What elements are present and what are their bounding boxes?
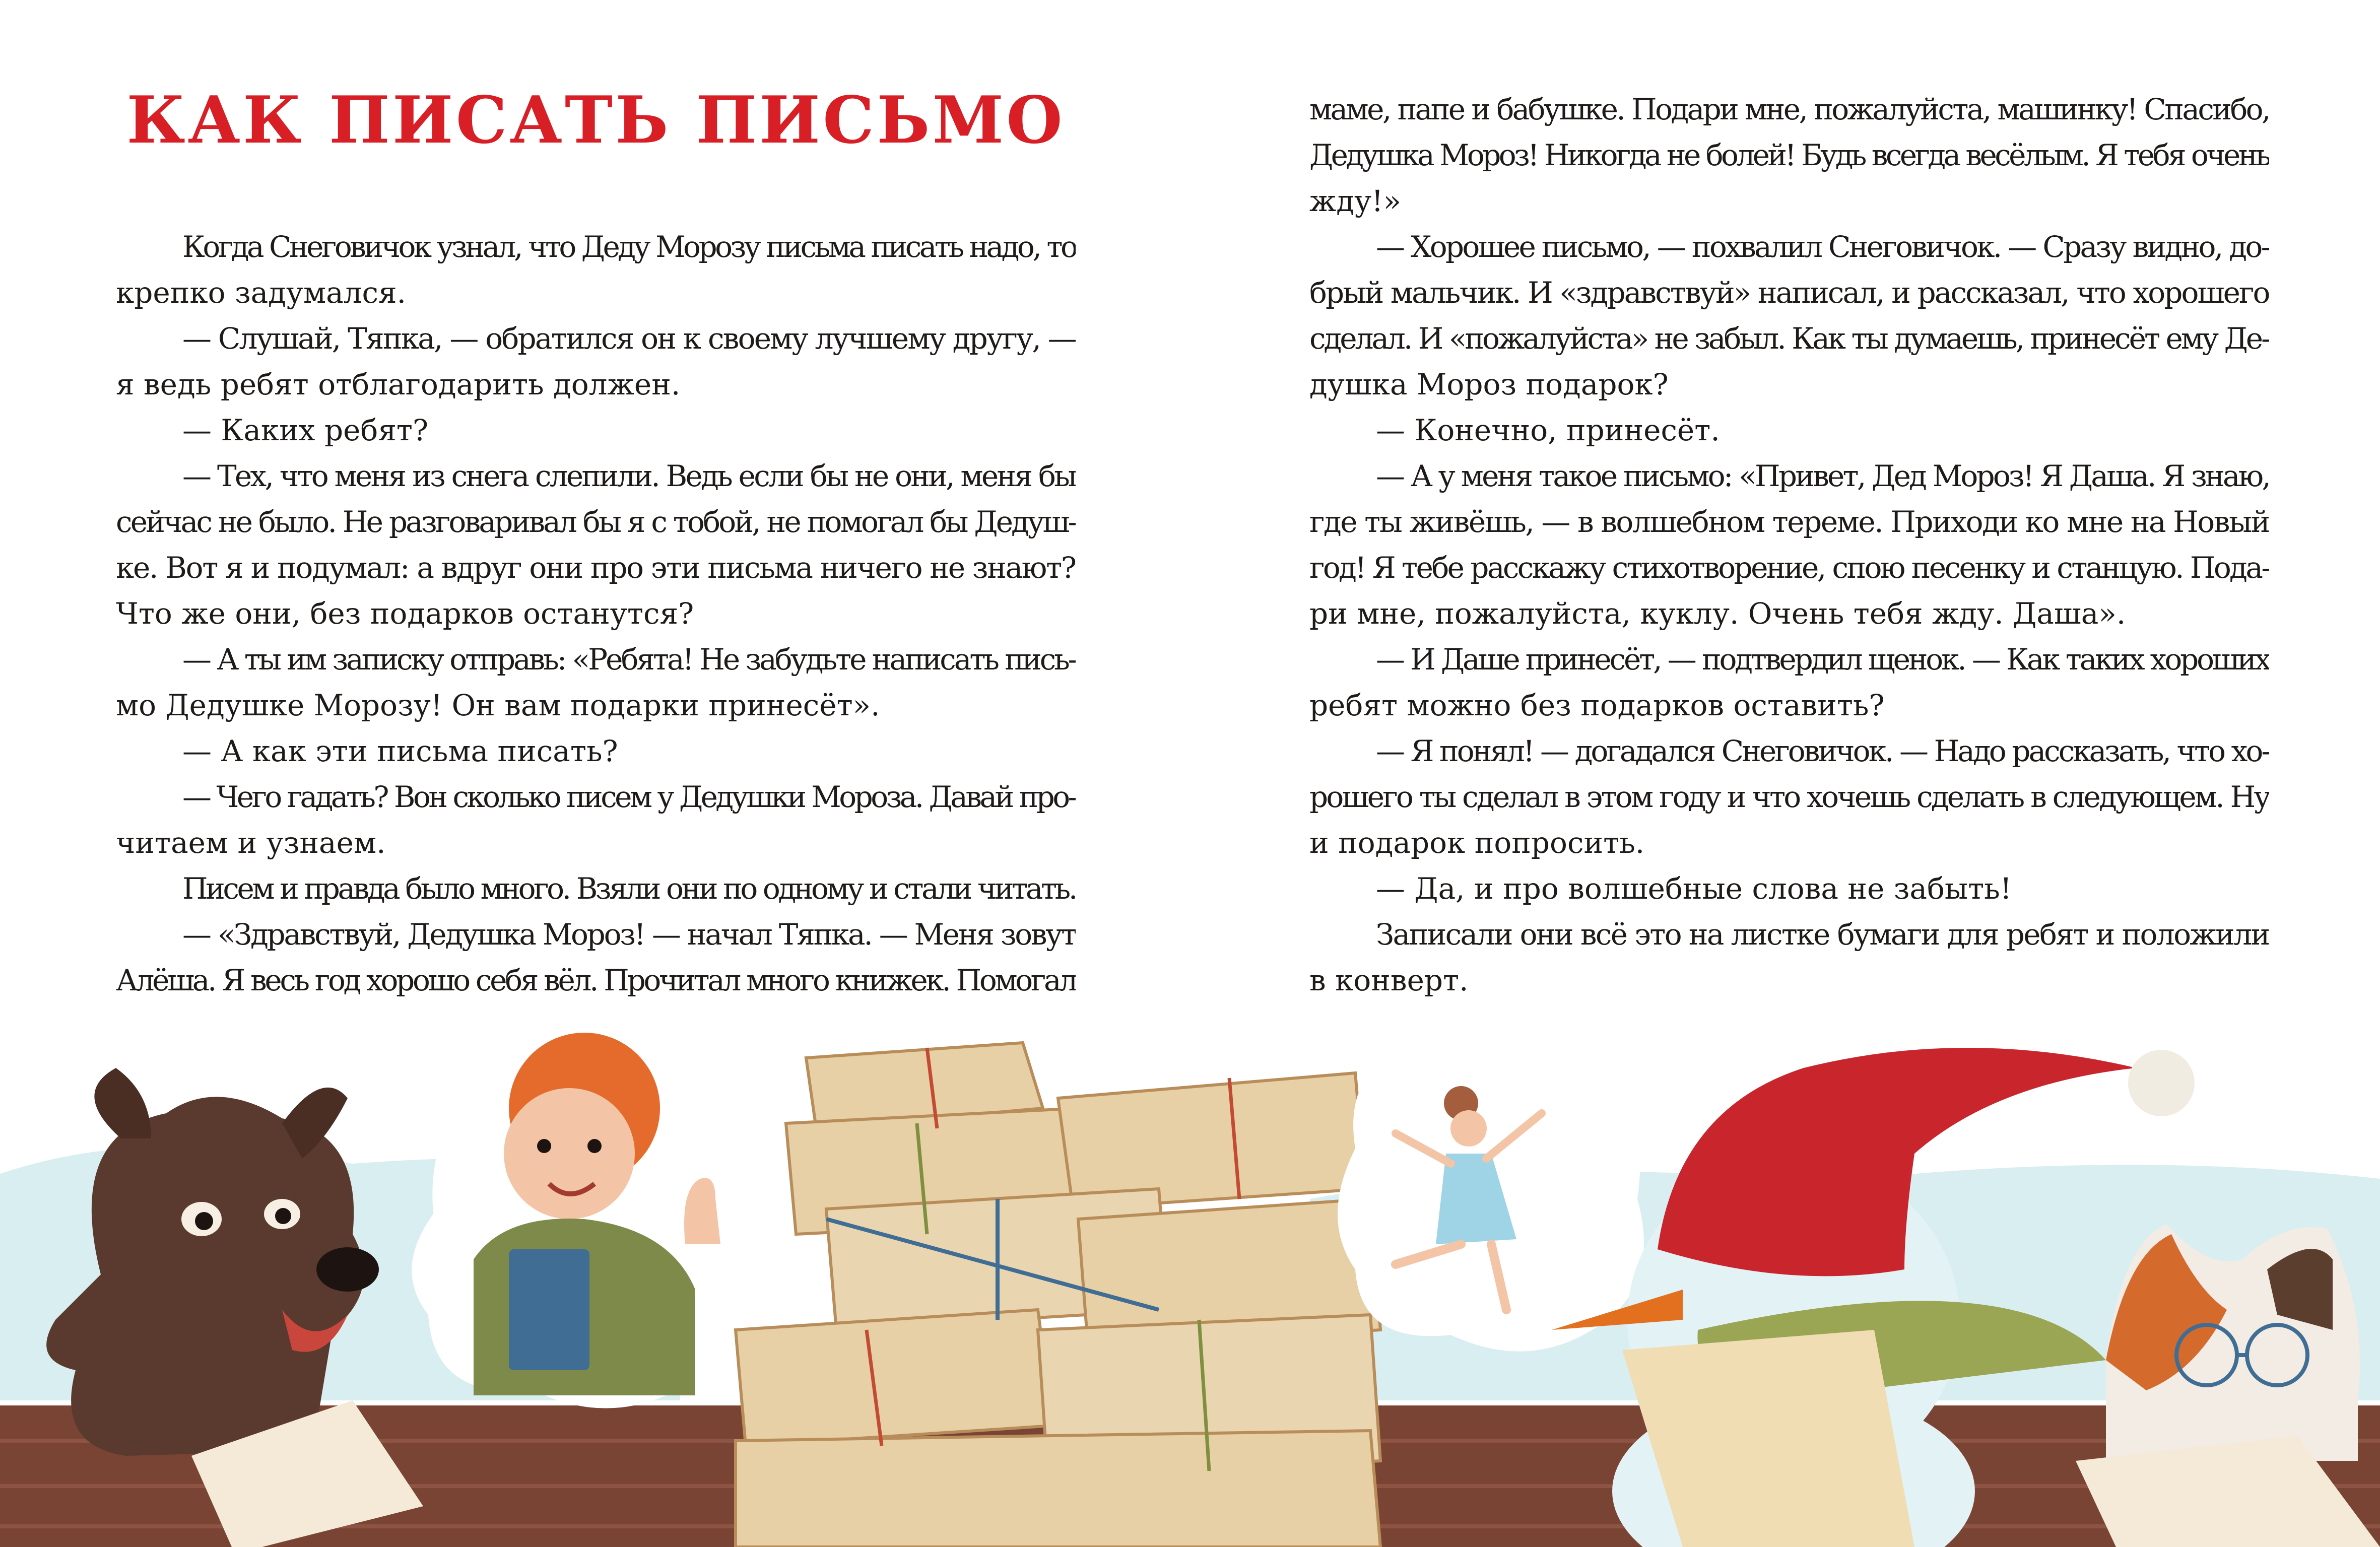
text-line: — И Даше принесёт, — подтвердил щенок. — Как таких хороших	[1376, 642, 2269, 677]
text-line: — А как эти письма писать?	[182, 734, 618, 768]
letters-pile	[736, 1043, 1380, 1547]
text-line: — Конечно, принесёт.	[1376, 413, 1720, 447]
text-line: рошего ты сделал в этом году и что хочешь сделать в следующем. Ну	[1309, 780, 2269, 814]
text-line: — Чего гадать? Вон сколько писем у Дедушки Мороза. Давай про-	[182, 780, 1076, 814]
girl-thought-bubble	[1338, 1026, 1644, 1351]
text-line: крепко задумался.	[116, 276, 407, 310]
text-line: брый мальчик. И «здравствуй» написал, и рассказал, что хорошего	[1309, 276, 2269, 310]
text-line: — А ты им записку отправь: «Ребята! Не забудьте написать пись-	[182, 642, 1076, 677]
text-line: год! Я тебе расскажу стихотворение, спою песенку и станцую. Пода-	[1309, 551, 2269, 585]
text-line: Алёша. Я весь год хорошо себя вёл. Прочитал много книжек. Помогал	[116, 963, 1076, 997]
text-line: — А у меня такое письмо: «Привет, Дед Мороз! Я Даша. Я знаю,	[1376, 459, 2269, 493]
text-line: — Я понял! — догадался Снеговичок. — Надо рассказать, что хо-	[1376, 734, 2269, 768]
text-line: ке. Вот я и подумал: а вдруг они про эти письма ничего не знают?	[116, 551, 1076, 585]
text-line: Дедушка Мороз! Никогда не болей! Будь всегда весёлым. Я тебя очень	[1309, 138, 2269, 172]
page-title: КАК ПИСАТЬ ПИСЬМО	[126, 83, 1065, 158]
text-line: сейчас не было. Не разговаривал бы я с тобой, не помогал бы Дедуш-	[116, 505, 1076, 539]
text-line: где ты живёшь, — в волшебном тереме. Приходи ко мне на Новый	[1309, 505, 2269, 539]
text-line: — Каких ребят?	[182, 413, 429, 447]
text-line: Когда Снеговичок узнал, что Деду Морозу письма писать надо, то	[182, 230, 1076, 264]
text-line: Записали они всё это на листке бумаги для ребят и положили	[1376, 917, 2269, 952]
text-line: — Тех, что меня из снега слепили. Ведь если бы не они, меня бы	[182, 459, 1076, 493]
text-line: жду!»	[1309, 184, 1401, 218]
text-line: в конверт.	[1309, 963, 1469, 997]
text-line: сделал. И «пожалуйста» не забыл. Как ты думаешь, принесёт ему Де-	[1309, 321, 2269, 356]
text-line: душка Мороз подарок?	[1309, 367, 1669, 401]
text-line: — Хорошее письмо, — похвалил Снеговичок. — Сразу видно, до-	[1376, 230, 2269, 264]
text-line: и подарок попросить.	[1309, 826, 1645, 860]
text-line: читаем и узнаем.	[116, 826, 386, 860]
text-line: Что же они, без подарков останутся?	[116, 596, 694, 631]
text-line: ри мне, пожалуйста, куклу. Очень тебя жду. Даша».	[1309, 596, 2126, 631]
text-line: мо Дедушке Морозу! Он вам подарки принесёт».	[116, 688, 880, 722]
illustration	[0, 987, 2380, 1547]
text-line: — «Здравствуй, Дедушка Мороз! — начал Тяпка. — Меня зовут	[182, 917, 1076, 952]
text-line: ребят можно без подарков оставить?	[1309, 688, 1885, 722]
text-line: маме, папе и бабушке. Подари мне, пожалуйста, машинку! Спасибо,	[1309, 92, 2269, 126]
text-line: — Слушай, Тяпка, — обратился он к своему лучшему другу, —	[182, 321, 1076, 356]
text-line: — Да, и про волшебные слова не забыть!	[1376, 871, 2012, 906]
text-line: я ведь ребят отблагодарить должен.	[116, 367, 681, 401]
text-line: Писем и правда было много. Взяли они по одному и стали читать.	[182, 871, 1076, 906]
boy-thought-bubble	[412, 1033, 763, 1408]
